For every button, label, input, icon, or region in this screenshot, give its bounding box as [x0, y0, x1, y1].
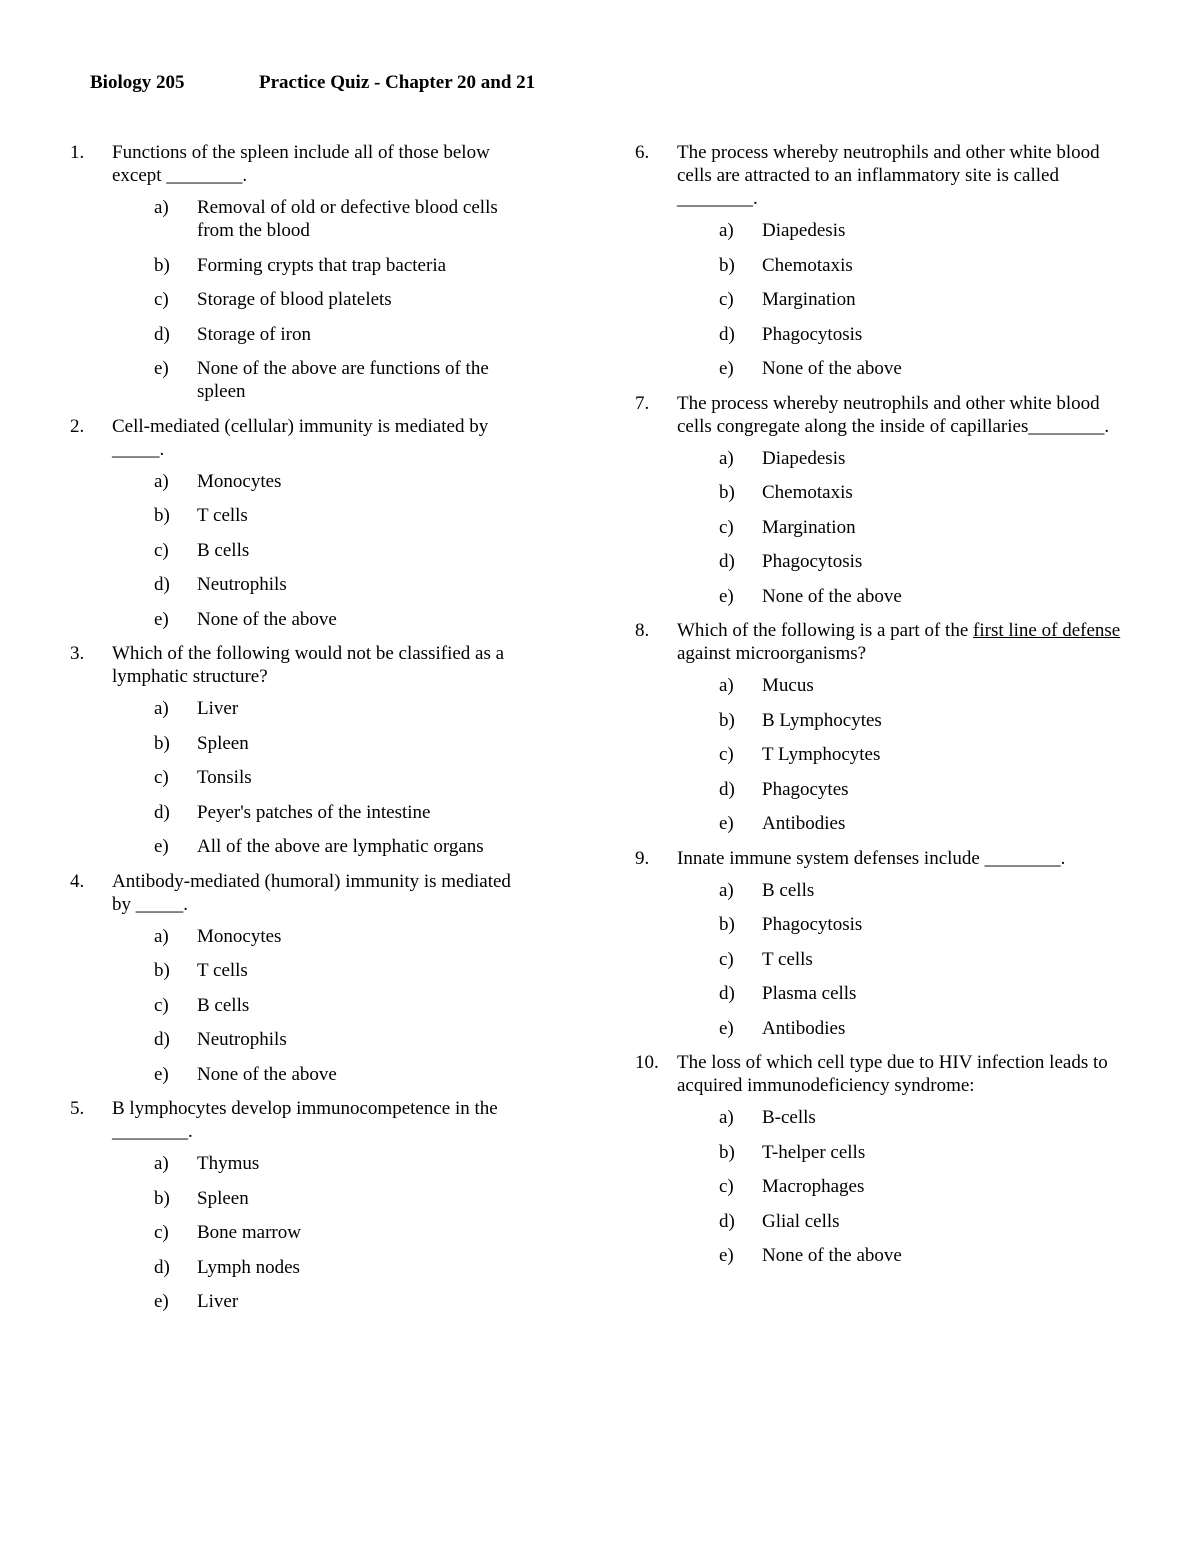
option-letter: e) [154, 358, 169, 379]
option-letter: a) [154, 698, 169, 719]
answer-option [635, 1141, 1135, 1164]
answer-option [70, 697, 530, 720]
question-5 [70, 1097, 530, 1313]
answer-options [70, 196, 530, 403]
option-text: Diapedesis [762, 220, 846, 241]
answer-option [70, 732, 530, 755]
question-2 [70, 415, 530, 631]
option-letter: a) [719, 220, 734, 241]
option-letter: c) [719, 1176, 734, 1197]
option-text: Macrophages [762, 1176, 865, 1197]
option-letter: d) [154, 574, 170, 595]
option-text: All of the above are lymphatic organs [197, 836, 484, 857]
question-stem [635, 847, 1135, 870]
option-letter: c) [154, 767, 169, 788]
option-text: None of the above [197, 608, 337, 630]
answer-options [70, 697, 530, 858]
question-text: Innate immune system defenses include ________. [677, 847, 1066, 869]
question-7 [635, 392, 1135, 608]
option-text: Margination [762, 516, 856, 538]
option-text: Liver [197, 1291, 239, 1312]
option-letter: c) [154, 1222, 169, 1243]
option-text: Phagocytes [762, 778, 849, 800]
option-letter: b) [154, 960, 170, 981]
answer-option [70, 196, 530, 242]
option-text: Plasma cells [762, 983, 857, 1004]
question-3 [70, 642, 530, 858]
option-letter: b) [719, 1141, 735, 1163]
answer-option [70, 801, 530, 824]
answer-option [70, 288, 530, 311]
option-text: None of the above [762, 358, 902, 379]
question-stem [635, 141, 1135, 210]
answer-options [635, 879, 1135, 1040]
answer-option [635, 1106, 1135, 1129]
answer-option [635, 1017, 1135, 1040]
option-letter: b) [154, 505, 170, 526]
option-letter: e) [719, 358, 734, 379]
option-letter: d) [719, 1210, 735, 1232]
answer-option [70, 1256, 530, 1279]
answer-option [635, 674, 1135, 697]
question-number: 6. [635, 142, 650, 163]
course-name: Biology 205 [90, 72, 185, 93]
option-letter: a) [154, 470, 169, 492]
question-stem [635, 392, 1135, 438]
answer-option [70, 766, 530, 789]
option-letter: a) [154, 925, 169, 947]
question-stem [635, 619, 1135, 665]
question-1 [70, 141, 530, 403]
option-text: B-cells [762, 1107, 816, 1128]
option-text: Margination [762, 289, 856, 310]
option-text: Spleen [197, 1187, 249, 1209]
option-letter: c) [719, 744, 734, 765]
answer-option [70, 835, 530, 858]
question-9 [635, 847, 1135, 1040]
answer-option [635, 585, 1135, 608]
answer-option [635, 1244, 1135, 1267]
option-text: B cells [197, 994, 250, 1016]
answer-option [635, 219, 1135, 242]
option-text: Phagocytosis [762, 551, 863, 572]
question-number: 4. [70, 870, 85, 892]
question-stem [70, 141, 530, 187]
question-text: Cell-mediated (cellular) immunity is mediated by _____. [112, 415, 489, 460]
option-text: Mucus [762, 675, 814, 696]
option-text: Chemotaxis [762, 482, 853, 503]
answer-option [70, 994, 530, 1017]
answer-option [635, 778, 1135, 801]
answer-option [70, 959, 530, 982]
option-letter: a) [719, 447, 734, 469]
option-text: T-helper cells [762, 1141, 866, 1163]
option-text: Lymph nodes [197, 1256, 300, 1278]
question-number: 7. [635, 392, 650, 414]
option-letter: b) [719, 709, 735, 731]
question-10 [635, 1051, 1135, 1267]
question-stem [70, 870, 530, 916]
question-number: 8. [635, 620, 650, 641]
option-letter: a) [719, 879, 734, 901]
option-text: Neutrophils [197, 1029, 287, 1050]
question-6 [635, 141, 1135, 380]
option-letter: e) [154, 608, 169, 630]
answer-option [70, 323, 530, 346]
option-text: Glial cells [762, 1210, 840, 1232]
option-text: Liver [197, 698, 239, 719]
option-letter: e) [719, 813, 734, 834]
answer-option [635, 516, 1135, 539]
right-column [635, 141, 1135, 1279]
question-number: 5. [70, 1098, 85, 1119]
option-letter: d) [154, 1029, 170, 1050]
option-letter: e) [154, 1291, 169, 1312]
answer-option [70, 1221, 530, 1244]
left-column [70, 141, 530, 1325]
answer-options [635, 447, 1135, 608]
option-letter: c) [154, 289, 169, 310]
option-letter: b) [719, 914, 735, 935]
answer-options [635, 674, 1135, 835]
option-letter: c) [154, 539, 169, 561]
quiz-title: Practice Quiz - Chapter 20 and 21 [259, 72, 536, 93]
answer-option [70, 470, 530, 493]
answer-option [635, 481, 1135, 504]
question-4 [70, 870, 530, 1086]
option-text: Antibodies [762, 813, 846, 834]
answer-options [70, 470, 530, 631]
answer-option [635, 323, 1135, 346]
option-text: Antibodies [762, 1017, 846, 1039]
answer-options [635, 219, 1135, 380]
answer-options [70, 1152, 530, 1313]
option-letter: b) [719, 482, 735, 503]
option-text: Spleen [197, 732, 249, 754]
option-letter: d) [719, 551, 735, 572]
option-text: B Lymphocytes [762, 709, 882, 731]
option-text: Storage of iron [197, 323, 311, 345]
option-text: Bone marrow [197, 1222, 301, 1243]
answer-option [70, 254, 530, 277]
answer-option [70, 357, 530, 403]
option-text: T Lymphocytes [762, 744, 881, 765]
option-letter: b) [154, 1187, 170, 1209]
option-letter: b) [154, 254, 170, 276]
answer-option [635, 1175, 1135, 1198]
option-text: None of the above [197, 1063, 337, 1085]
option-letter: e) [719, 1017, 734, 1039]
answer-option [635, 743, 1135, 766]
answer-option [635, 550, 1135, 573]
option-text: Removal of old or defective blood cells from the blood [197, 197, 498, 241]
option-text: None of the above [762, 585, 902, 607]
option-text: Neutrophils [197, 574, 287, 595]
answer-option [70, 1290, 530, 1313]
option-letter: d) [154, 1256, 170, 1278]
option-text: T cells [762, 948, 813, 970]
question-text: Functions of the spleen include all of those below except ________. [112, 142, 490, 186]
option-letter: b) [154, 732, 170, 754]
question-number: 1. [70, 142, 85, 163]
option-letter: c) [719, 516, 734, 538]
answer-option [70, 573, 530, 596]
option-text: Diapedesis [762, 447, 846, 469]
option-letter: d) [154, 801, 170, 823]
option-letter: e) [154, 1063, 169, 1085]
question-8 [635, 619, 1135, 835]
question-number: 9. [635, 847, 650, 869]
option-text: Phagocytosis [762, 914, 863, 935]
answer-option [635, 812, 1135, 835]
answer-option [635, 1210, 1135, 1233]
option-letter: c) [154, 994, 169, 1016]
question-text-before: Which of the following is a part of the [677, 620, 974, 641]
question-stem [70, 642, 530, 688]
option-text: B cells [762, 879, 815, 901]
answer-option [635, 982, 1135, 1005]
option-letter: d) [719, 778, 735, 800]
question-stem [70, 1097, 530, 1143]
answer-option [635, 948, 1135, 971]
question-text-after: against microorganisms? [677, 643, 867, 664]
question-text: Which of the following would not be classified as a lymphatic structure? [112, 643, 505, 687]
answer-option [70, 1152, 530, 1175]
answer-options [70, 925, 530, 1086]
option-text: B cells [197, 539, 250, 561]
option-text: Thymus [197, 1153, 260, 1174]
option-letter: c) [719, 948, 734, 970]
option-letter: d) [719, 983, 735, 1004]
answer-option [635, 913, 1135, 936]
answer-option [70, 539, 530, 562]
option-text: None of the above [762, 1245, 902, 1266]
question-text: The loss of which cell type due to HIV infection leads to acquired immunodeficiency syndrome: [677, 1052, 1108, 1096]
answer-option [70, 1187, 530, 1210]
question-text: The process whereby neutrophils and other white blood cells are attracted to an inflammatory site is called ________. [677, 142, 1100, 209]
answer-options [635, 1106, 1135, 1267]
option-text: Monocytes [197, 925, 282, 947]
answer-option [635, 357, 1135, 380]
option-letter: d) [154, 323, 170, 345]
answer-option [635, 254, 1135, 277]
option-letter: d) [719, 323, 735, 345]
option-letter: a) [154, 197, 169, 218]
question-text: B lymphocytes develop immunocompetence in the ________. [112, 1098, 498, 1142]
question-number: 10. [635, 1052, 659, 1073]
option-text: T cells [197, 505, 248, 526]
answer-option [635, 709, 1135, 732]
option-text: T cells [197, 960, 248, 981]
option-letter: a) [719, 1107, 734, 1128]
answer-option [70, 608, 530, 631]
option-text: Monocytes [197, 470, 282, 492]
answer-option [70, 1028, 530, 1051]
question-text-underlined: first line of defense [973, 620, 1121, 641]
answer-option [70, 925, 530, 948]
option-text: Phagocytosis [762, 323, 863, 345]
question-stem [70, 415, 530, 461]
question-number: 3. [70, 643, 85, 664]
question-text: The process whereby neutrophils and other white blood cells congregate along the inside of capillaries________. [677, 392, 1110, 437]
option-text: Chemotaxis [762, 254, 853, 276]
question-number: 2. [70, 415, 85, 437]
option-text: Peyer's patches of the intestine [197, 801, 431, 823]
answer-option [635, 447, 1135, 470]
option-letter: e) [719, 1245, 734, 1266]
option-text: Tonsils [197, 767, 252, 788]
answer-option [70, 504, 530, 527]
question-text: Antibody-mediated (humoral) immunity is mediated by _____. [112, 870, 511, 915]
option-letter: b) [719, 254, 735, 276]
option-letter: a) [719, 675, 734, 696]
option-letter: a) [154, 1153, 169, 1174]
option-text: None of the above are functions of the spleen [197, 358, 489, 402]
answer-option [70, 1063, 530, 1086]
answer-option [635, 288, 1135, 311]
answer-option [635, 879, 1135, 902]
option-text: Storage of blood platelets [197, 289, 392, 310]
option-letter: c) [719, 289, 734, 310]
option-text: Forming crypts that trap bacteria [197, 254, 447, 276]
option-letter: e) [719, 585, 734, 607]
question-stem [635, 1051, 1135, 1097]
option-letter: e) [154, 836, 169, 857]
